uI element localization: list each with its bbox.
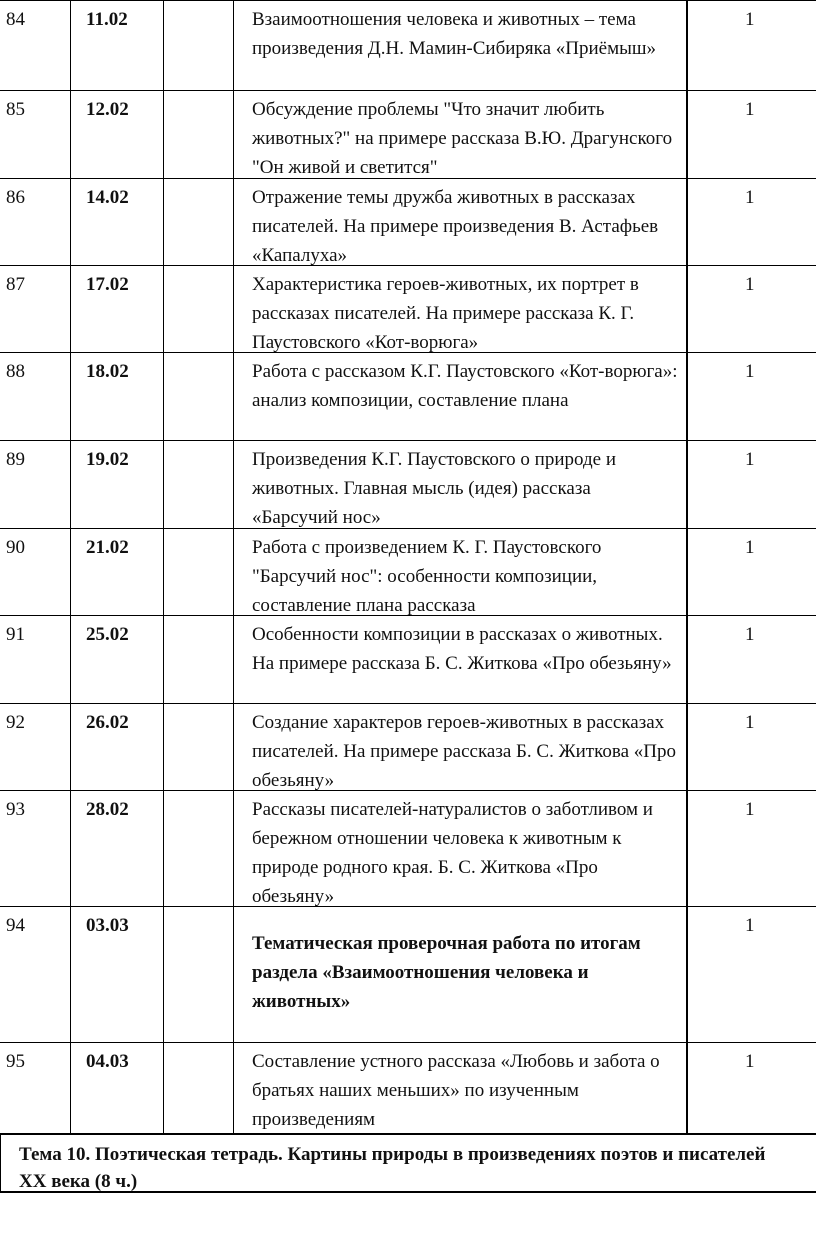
table-row bbox=[0, 265, 816, 352]
section-header-row bbox=[0, 1133, 816, 1193]
lesson-topic: Работа с произведением К. Г. Паустовского "Барсучий нос": особенности композиции, составление плана рассказа bbox=[252, 537, 602, 616]
table-row bbox=[0, 615, 816, 703]
lesson-number: 88 bbox=[6, 361, 25, 382]
lesson-hours: 1 bbox=[745, 449, 755, 470]
lesson-date: 18.02 bbox=[86, 361, 129, 382]
table-row bbox=[0, 703, 816, 790]
lesson-topic: Создание характеров героев-животных в рассказах писателей. На примере рассказа Б. С. Житкова «Про обезьяну» bbox=[252, 712, 676, 791]
lesson-hours: 1 bbox=[745, 1051, 755, 1072]
lesson-topic: Взаимоотношения человека и животных – тема произведения Д.Н. Мамин-Сибиряка «Приёмыш» bbox=[252, 9, 657, 59]
lesson-topic: Особенности композиции в рассказах о животных. На примере рассказа Б. С. Житкова «Про обезьяну» bbox=[252, 624, 672, 674]
lesson-hours: 1 bbox=[745, 361, 755, 382]
lesson-number: 95 bbox=[6, 1051, 25, 1072]
lesson-number: 84 bbox=[6, 9, 25, 30]
lesson-date: 19.02 bbox=[86, 449, 129, 470]
lesson-hours: 1 bbox=[745, 274, 755, 295]
lesson-hours: 1 bbox=[745, 99, 755, 120]
lesson-date: 11.02 bbox=[86, 9, 128, 30]
lesson-topic: Рассказы писателей-натуралистов о заботливом и бережном отношении человека к животным к природе родного края. Б. С. Житкова «Про обезьяну» bbox=[252, 799, 653, 907]
lesson-number: 92 bbox=[6, 712, 25, 733]
lesson-number: 90 bbox=[6, 537, 25, 558]
lesson-date: 14.02 bbox=[86, 187, 129, 208]
lesson-date: 17.02 bbox=[86, 274, 129, 295]
lesson-number: 91 bbox=[6, 624, 25, 645]
table-row bbox=[0, 906, 816, 1042]
lesson-date: 26.02 bbox=[86, 712, 129, 733]
table-row bbox=[0, 440, 816, 528]
lesson-date: 21.02 bbox=[86, 537, 129, 558]
lesson-topic: Составление устного рассказа «Любовь и забота о братьях наших меньших» по изученным произведениям bbox=[252, 1051, 660, 1130]
table-row bbox=[0, 1042, 816, 1133]
lesson-topic: Тематическая проверочная работа по итогам раздела «Взаимоотношения человека и животных» bbox=[252, 933, 641, 1012]
lesson-hours: 1 bbox=[745, 915, 755, 936]
lesson-hours: 1 bbox=[745, 624, 755, 645]
lesson-date: 12.02 bbox=[86, 99, 129, 120]
lesson-hours: 1 bbox=[745, 187, 755, 208]
lesson-topic: Работа с рассказом К.Г. Паустовского «Кот-ворюга»: анализ композиции, составление плана bbox=[252, 361, 678, 411]
lesson-date: 28.02 bbox=[86, 799, 129, 820]
lesson-number: 85 bbox=[6, 99, 25, 120]
table-row bbox=[0, 528, 816, 615]
lesson-number: 87 bbox=[6, 274, 25, 295]
table-row bbox=[0, 790, 816, 906]
table-row bbox=[0, 0, 816, 90]
section-title: Тема 10. Поэтическая тетрадь. Картины природы в произведениях поэтов и писателей XX века (8 ч.) bbox=[19, 1144, 766, 1192]
lesson-date: 03.03 bbox=[86, 915, 129, 936]
lesson-number: 86 bbox=[6, 187, 25, 208]
lesson-date: 25.02 bbox=[86, 624, 129, 645]
lesson-topic: Произведения К.Г. Паустовского о природе и животных. Главная мысль (идея) рассказа «Барсучий нос» bbox=[252, 449, 616, 528]
table-row bbox=[0, 178, 816, 265]
lesson-topic: Характеристика героев-животных, их портрет в рассказах писателей. На примере рассказа К. Г. Паустовского «Кот-ворюга» bbox=[252, 274, 639, 353]
lesson-topic: Отражение темы дружба животных в рассказах писателей. На примере произведения В. Астафьев «Капалуха» bbox=[252, 187, 659, 266]
lesson-number: 89 bbox=[6, 449, 25, 470]
lesson-hours: 1 bbox=[745, 537, 755, 558]
table-row bbox=[0, 352, 816, 440]
lesson-number: 94 bbox=[6, 915, 25, 936]
lesson-date: 04.03 bbox=[86, 1051, 129, 1072]
table-row bbox=[0, 90, 816, 178]
lesson-hours: 1 bbox=[745, 799, 755, 820]
lesson-hours: 1 bbox=[745, 9, 755, 30]
lesson-hours: 1 bbox=[745, 712, 755, 733]
lesson-topic: Обсуждение проблемы "Что значит любить животных?" на примере рассказа В.Ю. Драгунского "Он живой и светится" bbox=[252, 99, 673, 178]
lesson-number: 93 bbox=[6, 799, 25, 820]
